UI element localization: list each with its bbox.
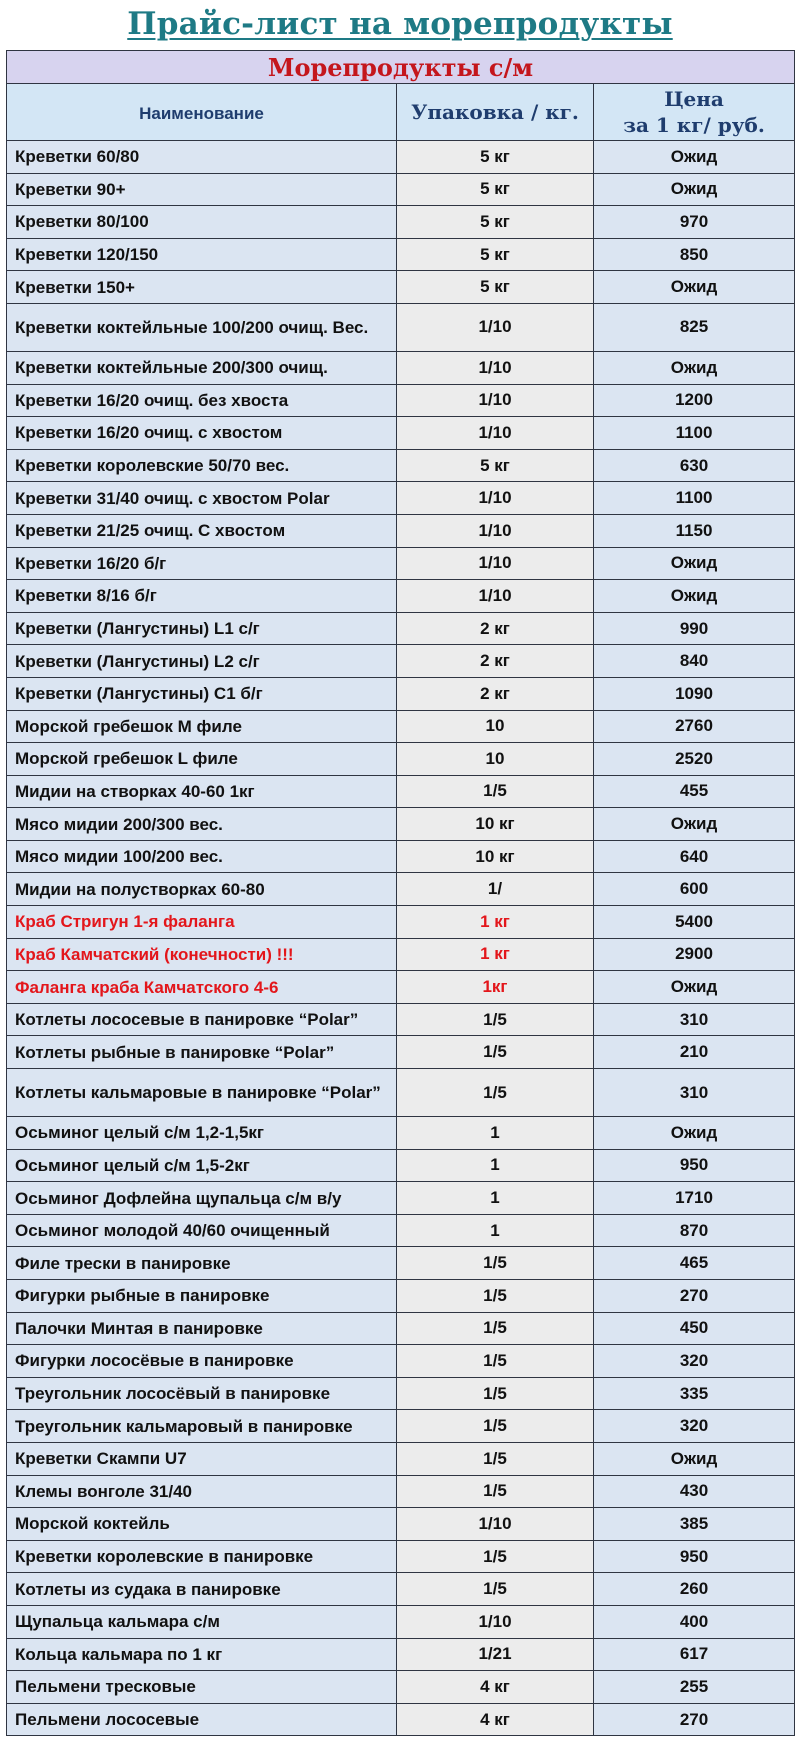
price-cell: 950 xyxy=(594,1149,795,1182)
product-name-cell: Палочки Минтая в панировке xyxy=(7,1312,397,1345)
section-header: Морепродукты с/м xyxy=(7,51,795,84)
table-row xyxy=(7,351,795,384)
price-cell: Ожид xyxy=(594,580,795,613)
product-name-cell: Осьминог молодой 40/60 очищенный xyxy=(7,1214,397,1247)
table-row xyxy=(7,1182,795,1215)
price-cell: 1200 xyxy=(594,384,795,417)
product-name-cell: Треугольник кальмаровый в панировке xyxy=(7,1410,397,1443)
table-row xyxy=(7,808,795,841)
table-row xyxy=(7,938,795,971)
table-row xyxy=(7,1312,795,1345)
price-cell: 210 xyxy=(594,1036,795,1069)
table-row xyxy=(7,173,795,206)
package-cell: 1/5 xyxy=(397,1475,594,1508)
price-cell: Ожид xyxy=(594,173,795,206)
table-row xyxy=(7,1573,795,1606)
package-cell: 1 xyxy=(397,1214,594,1247)
table-row xyxy=(7,1508,795,1541)
price-cell: Ожид xyxy=(594,808,795,841)
table-row xyxy=(7,1036,795,1069)
table-row xyxy=(7,1069,795,1117)
table-row xyxy=(7,906,795,939)
package-cell: 1/ xyxy=(397,873,594,906)
product-name-cell: Креветки Скампи U7 xyxy=(7,1442,397,1475)
package-cell: 1/10 xyxy=(397,303,594,351)
product-name-cell: Креветки королевские в панировке xyxy=(7,1540,397,1573)
table-row xyxy=(7,1442,795,1475)
package-cell: 1/10 xyxy=(397,384,594,417)
table-row xyxy=(7,1149,795,1182)
table-row xyxy=(7,645,795,678)
price-cell: 870 xyxy=(594,1214,795,1247)
product-name-cell: Креветки 16/20 очищ. с хвостом xyxy=(7,417,397,450)
package-cell: 1/5 xyxy=(397,1036,594,1069)
price-cell: 1710 xyxy=(594,1182,795,1215)
package-cell: 1/5 xyxy=(397,1312,594,1345)
table-row xyxy=(7,449,795,482)
product-name-cell: Котлеты рыбные в панировке “Polar” xyxy=(7,1036,397,1069)
table-row xyxy=(7,971,795,1004)
price-cell: 630 xyxy=(594,449,795,482)
product-name-cell: Котлеты кальмаровые в панировке “Polar” xyxy=(7,1069,397,1117)
product-name-cell: Морской коктейль xyxy=(7,1508,397,1541)
product-name-cell: Пельмени тресковые xyxy=(7,1671,397,1704)
table-row xyxy=(7,1703,795,1736)
price-cell: 840 xyxy=(594,645,795,678)
product-name-cell: Морской гребешок L филе xyxy=(7,743,397,776)
package-cell: 1/5 xyxy=(397,1410,594,1443)
package-cell: 5 кг xyxy=(397,449,594,482)
package-cell: 1/10 xyxy=(397,514,594,547)
price-cell: 270 xyxy=(594,1703,795,1736)
price-cell: 5400 xyxy=(594,906,795,939)
table-row xyxy=(7,710,795,743)
package-cell: 1 кг xyxy=(397,938,594,971)
product-name-cell: Мидии на створках 40-60 1кг xyxy=(7,775,397,808)
table-row xyxy=(7,547,795,580)
price-cell: 600 xyxy=(594,873,795,906)
table-row xyxy=(7,482,795,515)
product-name-cell: Осьминог целый с/м 1,2-1,5кг xyxy=(7,1117,397,1150)
column-header-price xyxy=(594,84,795,141)
table-row xyxy=(7,840,795,873)
price-cell: 310 xyxy=(594,1069,795,1117)
price-cell: Ожид xyxy=(594,547,795,580)
table-row xyxy=(7,303,795,351)
price-cell: 320 xyxy=(594,1410,795,1443)
price-cell: 400 xyxy=(594,1605,795,1638)
price-cell: Ожид xyxy=(594,971,795,1004)
package-cell: 2 кг xyxy=(397,677,594,710)
table-row xyxy=(7,238,795,271)
product-name-cell: Креветки 16/20 б/г xyxy=(7,547,397,580)
price-cell: Ожид xyxy=(594,1117,795,1150)
table-row xyxy=(7,1247,795,1280)
product-name-cell: Филе трески в панировке xyxy=(7,1247,397,1280)
price-cell: 270 xyxy=(594,1280,795,1313)
product-name-cell: Осьминог целый с/м 1,5-2кг xyxy=(7,1149,397,1182)
price-cell: 2760 xyxy=(594,710,795,743)
product-name-cell: Креветки (Лангустины) C1 б/г xyxy=(7,677,397,710)
product-name-cell: Креветки (Лангустины) L2 с/г xyxy=(7,645,397,678)
table-body xyxy=(7,141,795,1736)
product-name-cell: Котлеты из судака в панировке xyxy=(7,1573,397,1606)
package-cell: 1/5 xyxy=(397,1247,594,1280)
package-cell: 1кг xyxy=(397,971,594,1004)
product-name-cell: Пельмени лососевые xyxy=(7,1703,397,1736)
table-row xyxy=(7,514,795,547)
table-row xyxy=(7,873,795,906)
table-row xyxy=(7,417,795,450)
table-row xyxy=(7,1638,795,1671)
product-name-cell: Треугольник лососёвый в панировке xyxy=(7,1377,397,1410)
package-cell: 1/5 xyxy=(397,1540,594,1573)
package-cell: 5 кг xyxy=(397,271,594,304)
package-cell: 1/5 xyxy=(397,1280,594,1313)
package-cell: 1/5 xyxy=(397,1377,594,1410)
package-cell: 1/10 xyxy=(397,417,594,450)
table-row xyxy=(7,677,795,710)
price-cell: 1100 xyxy=(594,482,795,515)
price-cell: Ожид xyxy=(594,271,795,304)
package-cell: 1/10 xyxy=(397,351,594,384)
product-name-cell: Креветки коктейльные 200/300 очищ. xyxy=(7,351,397,384)
table-row xyxy=(7,775,795,808)
product-name-cell: Креветки 8/16 б/г xyxy=(7,580,397,613)
price-cell: Ожид xyxy=(594,1442,795,1475)
page-title: Прайс-лист на морепродукты xyxy=(127,6,673,42)
package-cell: 1/10 xyxy=(397,1605,594,1638)
product-name-cell: Краб Камчатский (конечности) !!! xyxy=(7,938,397,971)
package-cell: 10 xyxy=(397,710,594,743)
package-cell: 1/10 xyxy=(397,482,594,515)
product-name-cell: Краб Стригун 1-я фаланга xyxy=(7,906,397,939)
price-cell: Ожид xyxy=(594,351,795,384)
price-cell: 430 xyxy=(594,1475,795,1508)
price-cell: Ожид xyxy=(594,141,795,174)
price-cell: 385 xyxy=(594,1508,795,1541)
product-name-cell: Креветки королевские 50/70 вес. xyxy=(7,449,397,482)
table-row xyxy=(7,271,795,304)
table-row xyxy=(7,743,795,776)
price-cell: 1090 xyxy=(594,677,795,710)
product-name-cell: Клемы вонголе 31/40 xyxy=(7,1475,397,1508)
package-cell: 10 кг xyxy=(397,840,594,873)
package-cell: 1/21 xyxy=(397,1638,594,1671)
package-cell: 5 кг xyxy=(397,141,594,174)
package-cell: 10 xyxy=(397,743,594,776)
package-cell: 5 кг xyxy=(397,173,594,206)
column-header-price-line1: Цена xyxy=(664,87,724,111)
package-cell: 1/10 xyxy=(397,1508,594,1541)
price-cell: 1100 xyxy=(594,417,795,450)
table-row xyxy=(7,1214,795,1247)
price-cell: 617 xyxy=(594,1638,795,1671)
product-name-cell: Мидии на полустворках 60-80 xyxy=(7,873,397,906)
package-cell: 1/5 xyxy=(397,1069,594,1117)
product-name-cell: Мясо мидии 100/200 вес. xyxy=(7,840,397,873)
product-name-cell: Креветки 120/150 xyxy=(7,238,397,271)
price-cell: 310 xyxy=(594,1003,795,1036)
price-cell: 1150 xyxy=(594,514,795,547)
product-name-cell: Фигурки рыбные в панировке xyxy=(7,1280,397,1313)
price-cell: 825 xyxy=(594,303,795,351)
price-cell: 465 xyxy=(594,1247,795,1280)
package-cell: 2 кг xyxy=(397,645,594,678)
table-row xyxy=(7,1377,795,1410)
package-cell: 1 кг xyxy=(397,906,594,939)
product-name-cell: Креветки 90+ xyxy=(7,173,397,206)
price-cell: 990 xyxy=(594,612,795,645)
column-header-price-line2: за 1 кг/ руб. xyxy=(623,113,765,137)
table-row xyxy=(7,612,795,645)
table-row xyxy=(7,1345,795,1378)
price-cell: 450 xyxy=(594,1312,795,1345)
table-row xyxy=(7,384,795,417)
package-cell: 2 кг xyxy=(397,612,594,645)
price-cell: 970 xyxy=(594,206,795,239)
package-cell: 10 кг xyxy=(397,808,594,841)
column-header-pack: Упаковка / кг. xyxy=(397,84,594,141)
table-row xyxy=(7,141,795,174)
price-cell: 255 xyxy=(594,1671,795,1704)
product-name-cell: Креветки 31/40 очищ. с хвостом Polar xyxy=(7,482,397,515)
table-row xyxy=(7,1003,795,1036)
package-cell: 1 xyxy=(397,1149,594,1182)
table-row xyxy=(7,1410,795,1443)
table-row xyxy=(7,1540,795,1573)
product-name-cell: Креветки коктейльные 100/200 очищ. Вес. xyxy=(7,303,397,351)
product-name-cell: Креветки 16/20 очищ. без хвоста xyxy=(7,384,397,417)
product-name-cell: Морской гребешок М филе xyxy=(7,710,397,743)
package-cell: 1/5 xyxy=(397,1573,594,1606)
column-header-name: Наименование xyxy=(7,84,397,141)
package-cell: 1 xyxy=(397,1182,594,1215)
package-cell: 1/5 xyxy=(397,775,594,808)
price-cell: 640 xyxy=(594,840,795,873)
table-row xyxy=(7,1671,795,1704)
package-cell: 5 кг xyxy=(397,206,594,239)
price-cell: 455 xyxy=(594,775,795,808)
product-name-cell: Креветки 150+ xyxy=(7,271,397,304)
product-name-cell: Осьминог Дофлейна щупальца с/м в/у xyxy=(7,1182,397,1215)
product-name-cell: Щупальца кальмара с/м xyxy=(7,1605,397,1638)
price-cell: 2520 xyxy=(594,743,795,776)
price-cell: 320 xyxy=(594,1345,795,1378)
product-name-cell: Креветки 60/80 xyxy=(7,141,397,174)
table-row xyxy=(7,1280,795,1313)
product-name-cell: Креветки 21/25 очищ. С хвостом xyxy=(7,514,397,547)
price-table xyxy=(6,50,795,1736)
product-name-cell: Креветки 80/100 xyxy=(7,206,397,239)
product-name-cell: Котлеты лососевые в панировке “Polar” xyxy=(7,1003,397,1036)
price-cell: 850 xyxy=(594,238,795,271)
package-cell: 5 кг xyxy=(397,238,594,271)
package-cell: 1/10 xyxy=(397,580,594,613)
table-row xyxy=(7,580,795,613)
package-cell: 4 кг xyxy=(397,1671,594,1704)
product-name-cell: Креветки (Лангустины) L1 с/г xyxy=(7,612,397,645)
price-cell: 2900 xyxy=(594,938,795,971)
product-name-cell: Кольца кальмара по 1 кг xyxy=(7,1638,397,1671)
table-row xyxy=(7,1117,795,1150)
table-row xyxy=(7,206,795,239)
price-cell: 260 xyxy=(594,1573,795,1606)
product-name-cell: Фигурки лососёвые в панировке xyxy=(7,1345,397,1378)
package-cell: 1/5 xyxy=(397,1442,594,1475)
price-cell: 335 xyxy=(594,1377,795,1410)
package-cell: 1/5 xyxy=(397,1003,594,1036)
product-name-cell: Мясо мидии 200/300 вес. xyxy=(7,808,397,841)
package-cell: 4 кг xyxy=(397,1703,594,1736)
table-row xyxy=(7,1605,795,1638)
package-cell: 1/5 xyxy=(397,1345,594,1378)
product-name-cell: Фаланга краба Камчатского 4-6 xyxy=(7,971,397,1004)
table-row xyxy=(7,1475,795,1508)
package-cell: 1 xyxy=(397,1117,594,1150)
price-cell: 950 xyxy=(594,1540,795,1573)
package-cell: 1/10 xyxy=(397,547,594,580)
